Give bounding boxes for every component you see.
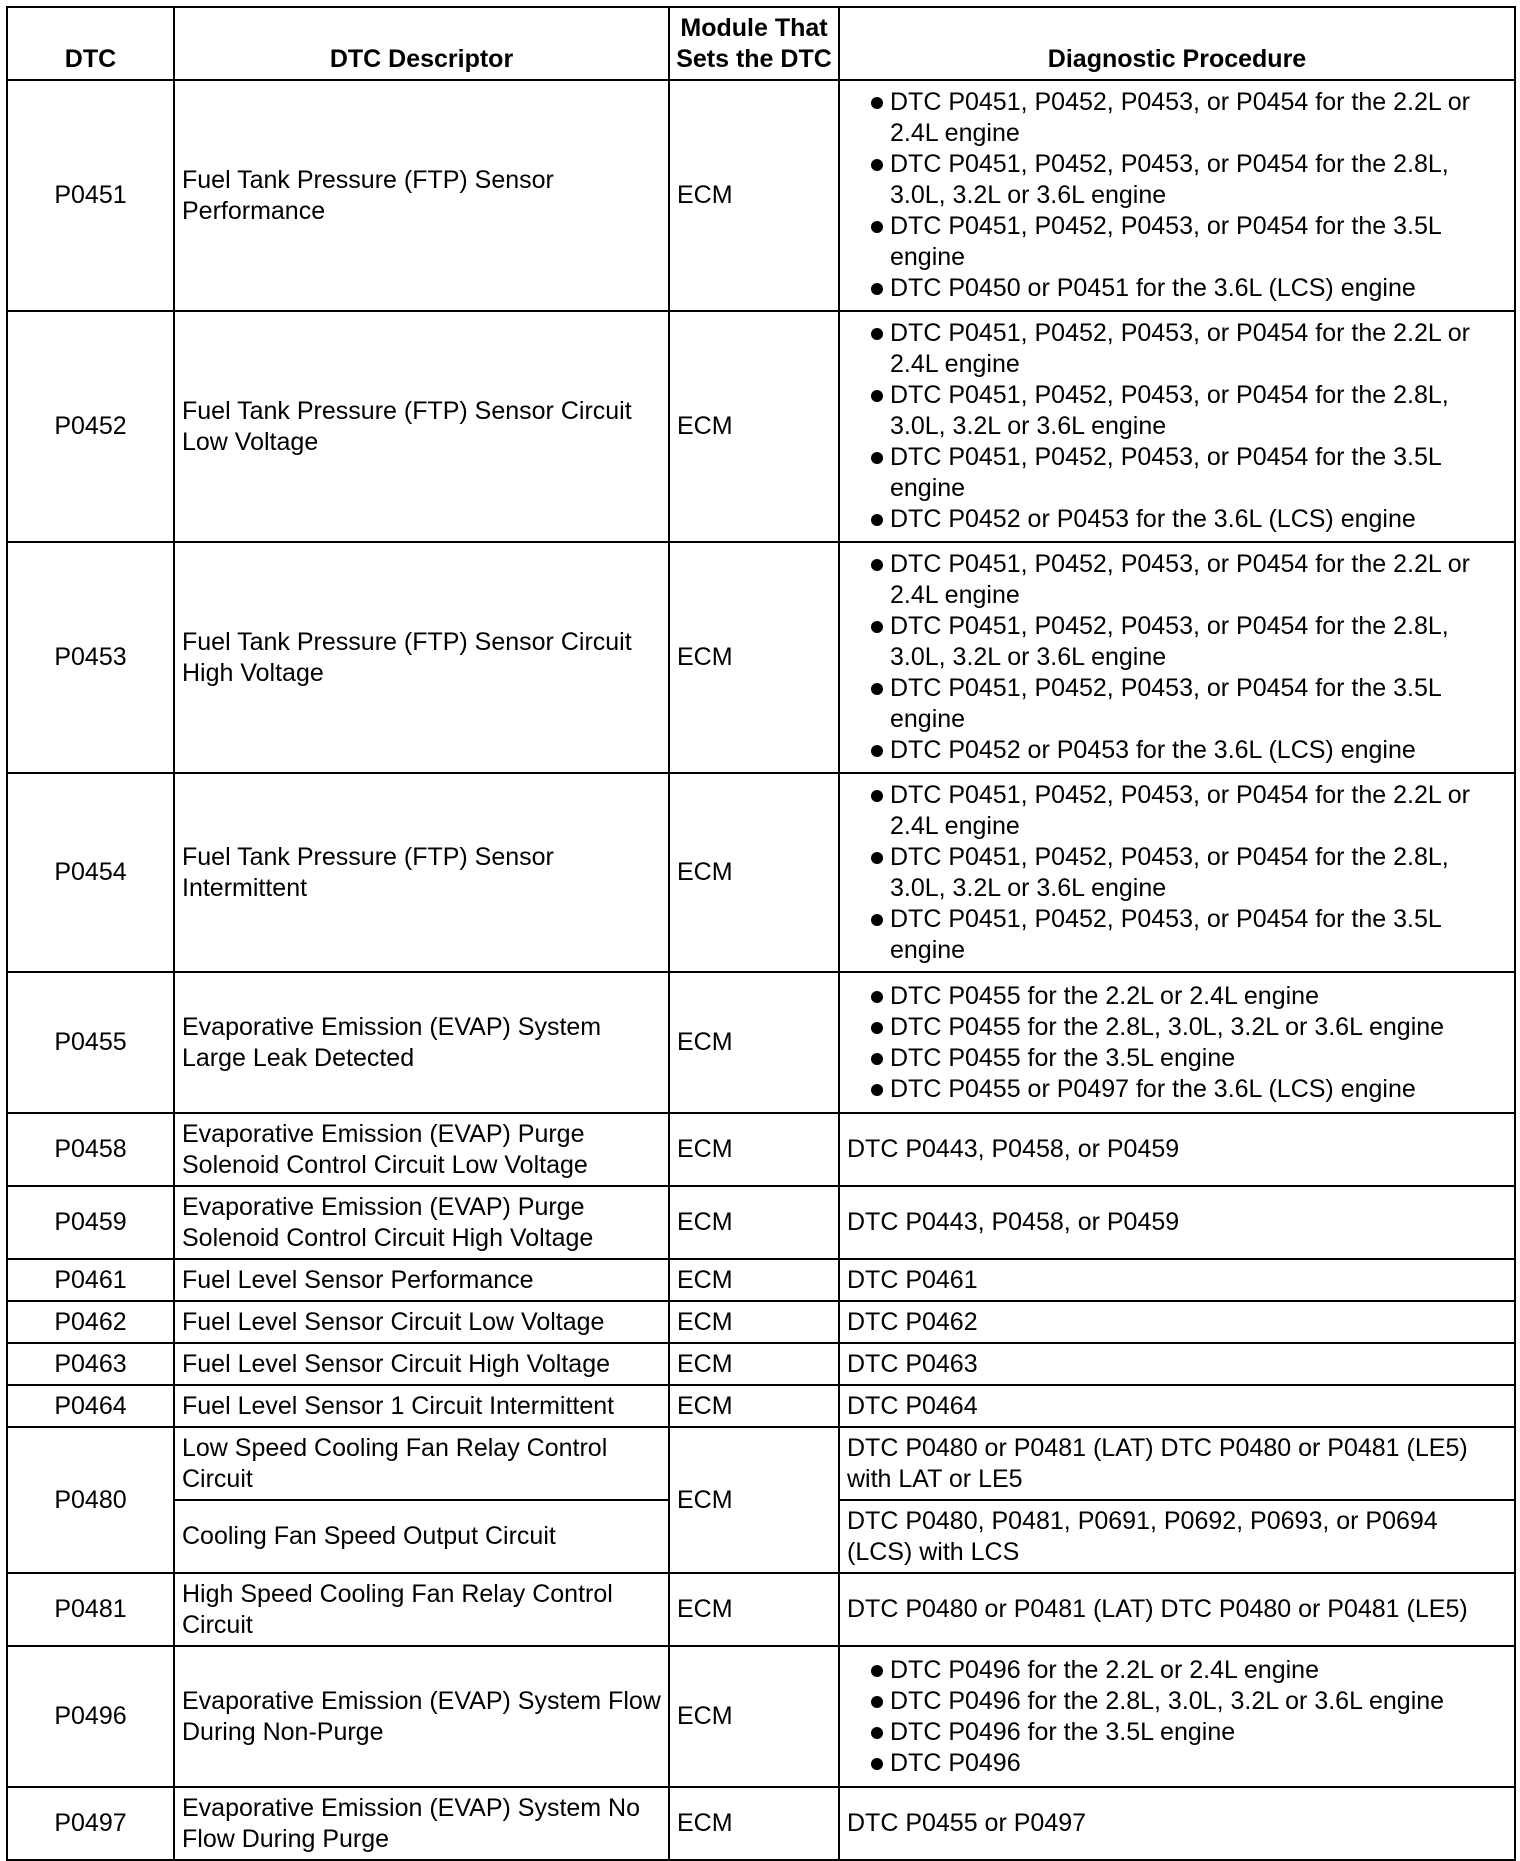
bullet-icon [871,559,883,571]
bullet-icon [871,97,883,109]
procedure-text: DTC P0496 for the 2.8L, 3.0L, 3.2L or 3.6L engine [890,1686,1445,1715]
diagnostic-procedure [839,773,1515,972]
bullet-icon [871,514,883,526]
procedure-text: DTC P0496 [890,1748,1021,1777]
bullet-icon [871,283,883,295]
procedure-text: DTC P0455 for the 2.2L or 2.4L engine [890,981,1319,1010]
dtc-descriptor: Fuel Level Sensor Circuit High Voltage [174,1343,669,1385]
procedure-list [848,780,1506,966]
procedure-list-item [848,1043,1506,1074]
procedure-list [848,318,1506,535]
dtc-code: P0453 [7,542,174,773]
procedure-text: DTC P0451, P0452, P0453, or P0454 for the 2.2L or 2.4L engine [890,319,1471,378]
procedure-text: DTC P0451, P0452, P0453, or P0454 for the 3.5L engine [890,674,1441,733]
diagnostic-procedure [839,311,1515,542]
procedure-list-item [848,1686,1506,1717]
module-cell: ECM [669,542,839,773]
dtc-descriptor: Fuel Level Sensor 1 Circuit Intermittent [174,1385,669,1427]
procedure-text: DTC P0451, P0452, P0453, or P0454 for the 3.5L engine [890,904,1441,964]
procedure-text: DTC P0455 for the 2.8L, 3.0L, 3.2L or 3.6L engine [890,1012,1445,1041]
procedure-list-item [848,504,1506,535]
bullet-icon [871,159,883,171]
bullet-icon [871,1696,883,1708]
header-module: Module That Sets the DTC [669,7,839,80]
table-row [7,773,1515,972]
bullet-icon [871,745,883,757]
table-row [7,311,1515,542]
dtc-descriptor: Low Speed Cooling Fan Relay Control Circuit [174,1427,669,1500]
procedure-list-item [848,904,1506,966]
diagnostic-procedure [839,80,1515,311]
procedure-list [848,87,1506,304]
module-cell: ECM [669,972,839,1113]
dtc-code: P0455 [7,972,174,1113]
dtc-descriptor: Evaporative Emission (EVAP) System Flow During Non-Purge [174,1646,669,1787]
procedure-list-item [848,273,1506,304]
table-row [7,1259,1515,1301]
procedure-list-item [848,842,1506,904]
procedure-list-item [848,611,1506,673]
procedure-list-item [848,318,1506,380]
bullet-icon [871,1665,883,1677]
dtc-code: P0462 [7,1301,174,1343]
procedure-list-item [848,149,1506,211]
table-row [7,1787,1515,1860]
dtc-descriptor: Evaporative Emission (EVAP) System Large Leak Detected [174,972,669,1113]
dtc-descriptor: High Speed Cooling Fan Relay Control Circuit [174,1573,669,1646]
procedure-text: DTC P0455 or P0497 for the 3.6L (LCS) engine [890,1074,1416,1103]
module-cell: ECM [669,1787,839,1860]
procedure-list-item [848,211,1506,273]
diagnostic-procedure: DTC P0443, P0458, or P0459 [839,1186,1515,1259]
dtc-code: P0463 [7,1343,174,1385]
dtc-descriptor: Fuel Tank Pressure (FTP) Sensor Performance [174,80,669,311]
procedure-list-item [848,1074,1506,1105]
table-row [7,80,1515,311]
procedure-text: DTC P0450 or P0451 for the 3.6L (LCS) engine [890,274,1416,302]
table-row [7,1385,1515,1427]
dtc-descriptor: Fuel Level Sensor Performance [174,1259,669,1301]
procedure-list-item [848,780,1506,842]
dtc-code: P0454 [7,773,174,972]
dtc-descriptor: Fuel Tank Pressure (FTP) Sensor Circuit Low Voltage [174,311,669,542]
procedure-list-item [848,1012,1506,1043]
procedure-text: DTC P0451, P0452, P0453, or P0454 for the 2.8L, 3.0L, 3.2L or 3.6L engine [890,842,1449,902]
diagnostic-procedure: DTC P0480 or P0481 (LAT) DTC P0480 or P0481 (LE5) with LAT or LE5 [839,1427,1515,1500]
dtc-code: P0451 [7,80,174,311]
bullet-icon [871,221,883,233]
dtc-descriptor: Evaporative Emission (EVAP) Purge Solenoid Control Circuit Low Voltage [174,1113,669,1186]
diagnostic-procedure: DTC P0480, P0481, P0691, P0692, P0693, or P0694 (LCS) with LCS [839,1500,1515,1573]
procedure-list [848,1655,1506,1779]
diagnostic-procedure [839,972,1515,1113]
header-descriptor: DTC Descriptor [174,7,669,80]
table-row [7,1186,1515,1259]
table-row [7,1113,1515,1186]
diagnostic-procedure [839,1646,1515,1787]
bullet-icon [871,1758,883,1770]
procedure-list-item [848,981,1506,1012]
procedure-text: DTC P0451, P0452, P0453, or P0454 for the 2.8L, 3.0L, 3.2L or 3.6L engine [890,381,1449,440]
dtc-code: P0459 [7,1186,174,1259]
procedure-list-item [848,380,1506,442]
procedure-text: DTC P0496 for the 2.2L or 2.4L engine [890,1655,1319,1684]
dtc-descriptor: Fuel Tank Pressure (FTP) Sensor Circuit High Voltage [174,542,669,773]
dtc-table [6,6,1516,1861]
dtc-code: P0480 [7,1427,174,1573]
bullet-icon [871,914,883,926]
diagnostic-procedure: DTC P0455 or P0497 [839,1787,1515,1860]
bullet-icon [871,390,883,402]
diagnostic-procedure: DTC P0443, P0458, or P0459 [839,1113,1515,1186]
header-procedure: Diagnostic Procedure [839,7,1515,80]
procedure-text: DTC P0451, P0452, P0453, or P0454 for the 2.2L or 2.4L engine [890,550,1471,609]
dtc-descriptor: Fuel Level Sensor Circuit Low Voltage [174,1301,669,1343]
bullet-icon [871,328,883,340]
module-cell: ECM [669,311,839,542]
dtc-code: P0458 [7,1113,174,1186]
module-cell: ECM [669,1343,839,1385]
table-header-row [7,7,1515,80]
bullet-icon [871,1022,883,1034]
module-cell: ECM [669,1573,839,1646]
module-cell: ECM [669,1385,839,1427]
bullet-icon [871,621,883,633]
procedure-text: DTC P0451, P0452, P0453, or P0454 for the 3.5L engine [890,212,1441,271]
table-body [7,80,1515,1860]
dtc-code: P0452 [7,311,174,542]
dtc-code: P0464 [7,1385,174,1427]
module-cell: ECM [669,1259,839,1301]
table-row [7,972,1515,1113]
diagnostic-procedure: DTC P0480 or P0481 (LAT) DTC P0480 or P0481 (LE5) [839,1573,1515,1646]
procedure-list-item [848,1655,1506,1686]
module-cell: ECM [669,1646,839,1787]
procedure-list-item [848,1748,1506,1779]
table-row [7,542,1515,773]
bullet-icon [871,991,883,1003]
dtc-descriptor: Cooling Fan Speed Output Circuit [174,1500,669,1573]
table-row [7,1427,1515,1500]
procedure-list-item [848,549,1506,611]
procedure-list-item [848,673,1506,735]
procedure-text: DTC P0455 for the 3.5L engine [890,1043,1236,1072]
dtc-code: P0496 [7,1646,174,1787]
diagnostic-procedure: DTC P0461 [839,1259,1515,1301]
module-cell: ECM [669,1301,839,1343]
procedure-text: DTC P0451, P0452, P0453, or P0454 for the 2.8L, 3.0L, 3.2L or 3.6L engine [890,612,1449,671]
bullet-icon [871,790,883,802]
diagnostic-procedure: DTC P0462 [839,1301,1515,1343]
procedure-text: DTC P0451, P0452, P0453, or P0454 for the 2.2L or 2.4L engine [890,780,1471,840]
diagnostic-procedure [839,542,1515,773]
table-row [7,1573,1515,1646]
bullet-icon [871,1084,883,1096]
procedure-list-item [848,735,1506,766]
procedure-list-item [848,87,1506,149]
module-cell: ECM [669,80,839,311]
dtc-code: P0481 [7,1573,174,1646]
procedure-list [848,549,1506,766]
table-row [7,1646,1515,1787]
procedure-list [848,981,1506,1105]
bullet-icon [871,852,883,864]
procedure-text: DTC P0451, P0452, P0453, or P0454 for the 3.5L engine [890,443,1441,502]
module-cell: ECM [669,1113,839,1186]
diagnostic-procedure: DTC P0464 [839,1385,1515,1427]
table-row [7,1301,1515,1343]
procedure-text: DTC P0452 or P0453 for the 3.6L (LCS) engine [890,505,1416,533]
bullet-icon [871,452,883,464]
procedure-text: DTC P0496 for the 3.5L engine [890,1717,1236,1746]
diagnostic-procedure: DTC P0463 [839,1343,1515,1385]
header-dtc: DTC [7,7,174,80]
dtc-code: P0497 [7,1787,174,1860]
table-row [7,1343,1515,1385]
procedure-list-item [848,442,1506,504]
procedure-list-item [848,1717,1506,1748]
dtc-descriptor: Fuel Tank Pressure (FTP) Sensor Intermittent [174,773,669,972]
procedure-text: DTC P0451, P0452, P0453, or P0454 for the 2.2L or 2.4L engine [890,88,1471,147]
bullet-icon [871,683,883,695]
bullet-icon [871,1727,883,1739]
dtc-code: P0461 [7,1259,174,1301]
dtc-descriptor: Evaporative Emission (EVAP) System No Flow During Purge [174,1787,669,1860]
module-cell: ECM [669,1186,839,1259]
procedure-text: DTC P0451, P0452, P0453, or P0454 for the 2.8L, 3.0L, 3.2L or 3.6L engine [890,150,1449,209]
dtc-descriptor: Evaporative Emission (EVAP) Purge Solenoid Control Circuit High Voltage [174,1186,669,1259]
module-cell: ECM [669,1427,839,1573]
bullet-icon [871,1053,883,1065]
module-cell: ECM [669,773,839,972]
procedure-text: DTC P0452 or P0453 for the 3.6L (LCS) engine [890,736,1416,764]
